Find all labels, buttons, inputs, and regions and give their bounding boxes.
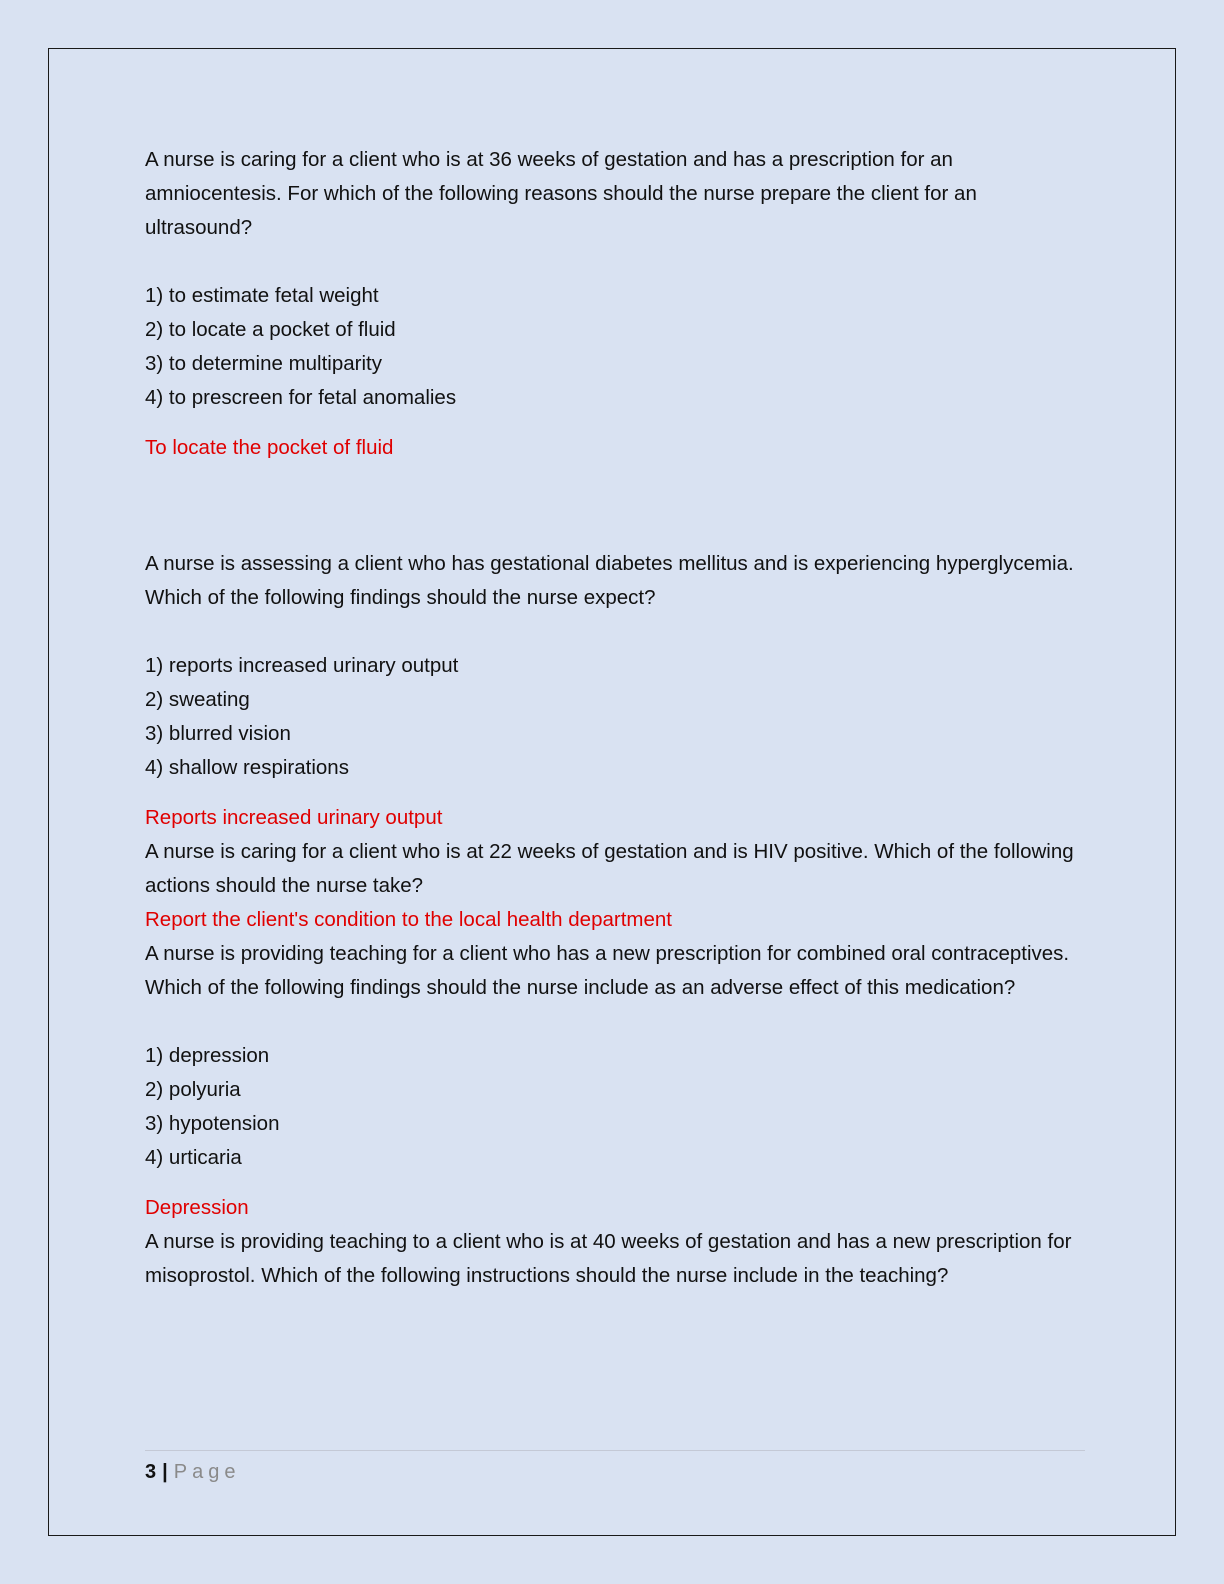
question-5 xyxy=(145,1225,1085,1293)
question-3 xyxy=(145,835,1085,937)
page-footer xyxy=(145,1450,1085,1487)
option-item: 3) to determine multiparity xyxy=(145,352,382,375)
options-list xyxy=(145,649,1085,785)
answer-text: To locate the pocket of fluid xyxy=(145,436,394,459)
answer-text: Depression xyxy=(145,1196,249,1219)
option-item: 2) to locate a pocket of fluid xyxy=(145,318,396,341)
question-1 xyxy=(145,143,1085,465)
document-body xyxy=(145,143,1085,1293)
question-stem: A nurse is providing teaching to a client who is at 40 weeks of gestation and has a new prescription for misoprostol. Which of the following instructions should the nurse include in the teaching? xyxy=(145,1230,1072,1287)
option-item: 4) urticaria xyxy=(145,1146,242,1169)
option-item: 3) hypotension xyxy=(145,1112,280,1135)
question-stem: A nurse is caring for a client who is at 36 weeks of gestation and has a prescription for an amniocentesis. For which of the following reasons should the nurse prepare the client for an ultrasound? xyxy=(145,148,977,239)
question-stem: A nurse is assessing a client who has gestational diabetes mellitus and is experiencing hyperglycemia. Which of the following findings should the nurse expect? xyxy=(145,552,1074,609)
page-label: Page xyxy=(173,1461,241,1483)
option-item: 3) blurred vision xyxy=(145,722,291,745)
option-item: 1) to estimate fetal weight xyxy=(145,284,379,307)
option-item: 4) shallow respirations xyxy=(145,756,349,779)
options-list xyxy=(145,1039,1085,1175)
answer-text: Reports increased urinary output xyxy=(145,806,443,829)
options-list xyxy=(145,279,1085,415)
option-item: 2) polyuria xyxy=(145,1078,241,1101)
option-item: 1) depression xyxy=(145,1044,270,1067)
option-item: 1) reports increased urinary output xyxy=(145,654,459,677)
page-number: 3 xyxy=(145,1461,157,1483)
answer-text: Report the client's condition to the local health department xyxy=(145,908,672,931)
question-2 xyxy=(145,547,1085,835)
footer-separator: | xyxy=(162,1461,168,1483)
question-stem: A nurse is caring for a client who is at 22 weeks of gestation and is HIV positive. Which of the following actions should the nurse take? xyxy=(145,840,1074,897)
option-item: 4) to prescreen for fetal anomalies xyxy=(145,386,457,409)
question-stem: A nurse is providing teaching for a client who has a new prescription for combined oral contraceptives. Which of the following findings should the nurse include as an adverse effect of this medication? xyxy=(145,942,1070,999)
option-item: 2) sweating xyxy=(145,688,250,711)
question-4 xyxy=(145,937,1085,1225)
